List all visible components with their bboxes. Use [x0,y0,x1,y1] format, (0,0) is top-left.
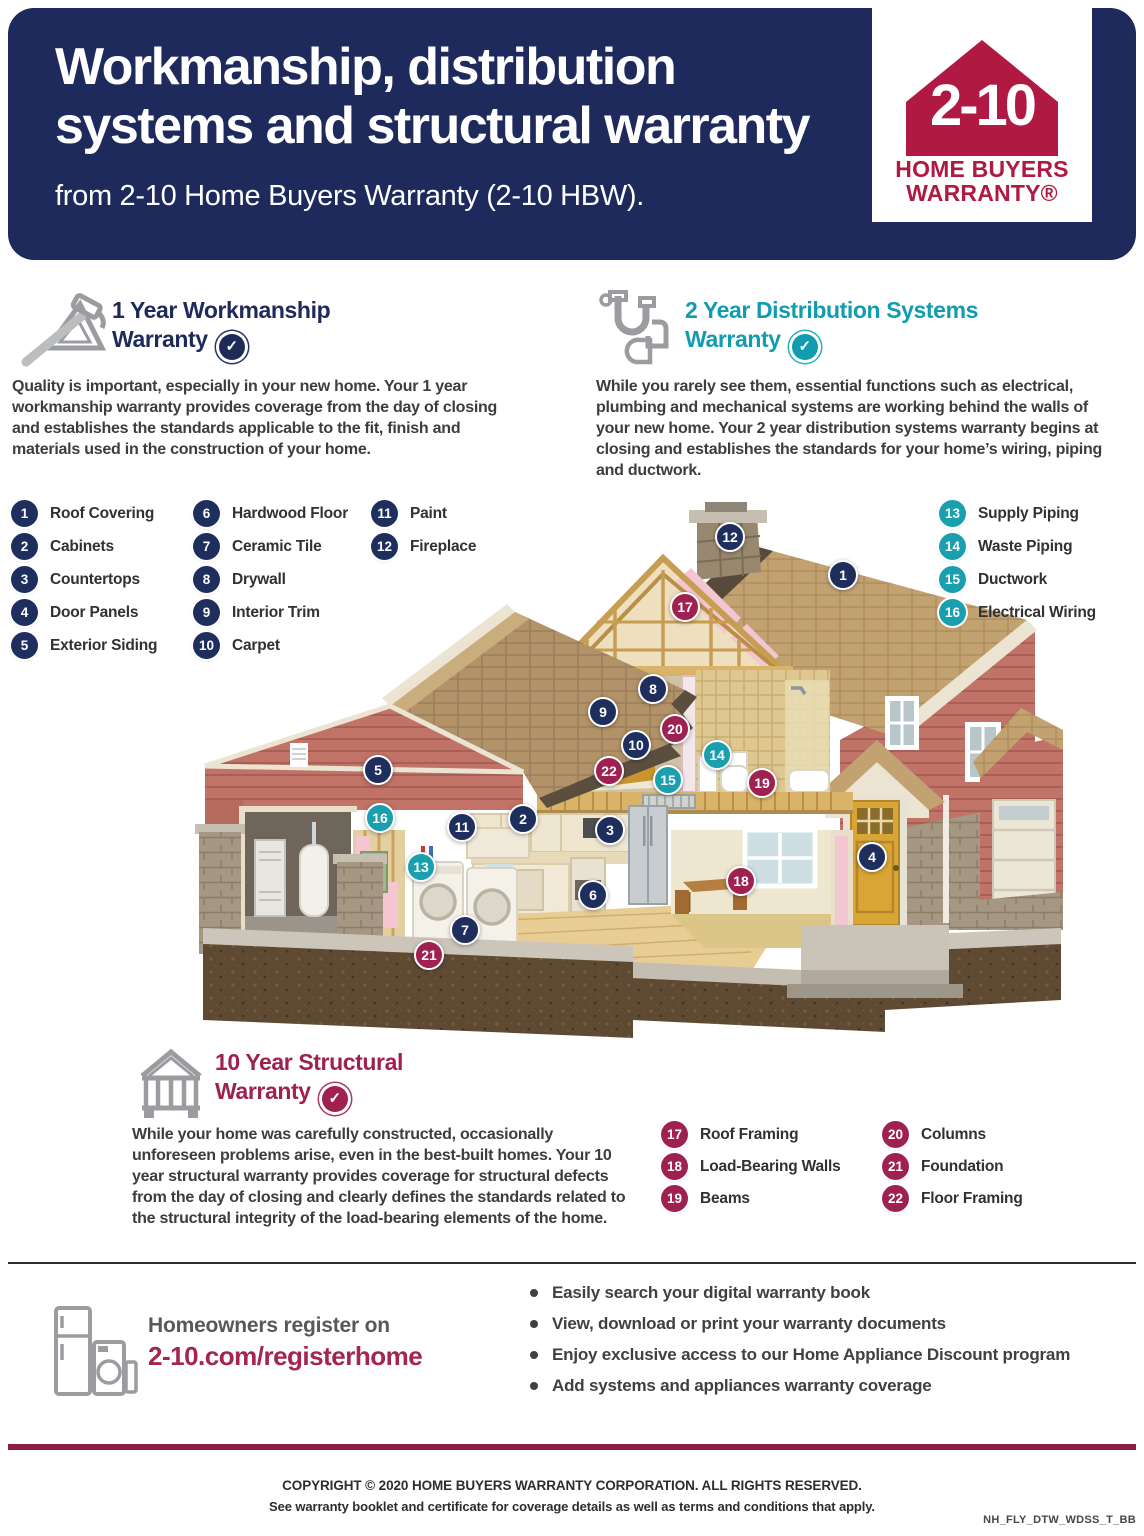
legend-item [371,500,476,527]
legend-item [882,1185,1023,1212]
page-subtitle: from 2-10 Home Buyers Warranty (2-10 HBW). [55,180,645,212]
legend-number-badge: 13 [939,500,966,527]
legend-label: Ceramic Tile [232,537,322,555]
house-marker: 3 [595,815,625,845]
legend-item [939,566,1096,593]
workmanship-legend-col1 [11,500,157,659]
house-marker: 12 [715,522,745,552]
house-marker: 18 [726,866,756,896]
legend-number-badge: 20 [882,1121,909,1148]
logo-number: 2-10 [929,73,1035,138]
legend-item [193,566,348,593]
house-marker: 14 [702,740,732,770]
legend-label: Electrical Wiring [978,603,1096,621]
legend-number-badge: 10 [193,632,220,659]
legend-item [193,533,348,560]
legend-item [882,1121,1023,1148]
legend-label: Paint [410,504,447,522]
legend-label: Supply Piping [978,504,1079,522]
legend-item [193,599,348,626]
legend-item [939,500,1096,527]
legend-label: Countertops [50,570,140,588]
legend-item [661,1153,841,1180]
legend-number-badge: 19 [661,1185,688,1212]
distribution-legend [939,500,1096,626]
legend-number-badge: 8 [193,566,220,593]
house-marker: 15 [653,765,683,795]
house-marker: 11 [447,812,477,842]
porch-stoop [787,925,963,998]
house-marker: 10 [621,730,651,760]
floor-framing-band [537,792,853,814]
workmanship-body: Quality is important, especially in your new home. Your 1 year workmanship warranty provides coverage from the day of closing and establishes the standards applicable to the fit, finish and materials used in the construction of your home. [12,378,498,459]
legend-label: Cabinets [50,537,114,555]
house-marker: 19 [747,768,777,798]
legend-number-badge: 16 [939,599,966,626]
house-marker: 5 [363,755,393,785]
check-badge-icon: ✓ [322,1086,348,1112]
benefit-item: View, download or print your warranty documents [528,1312,1128,1343]
house-marker: 1 [828,560,858,590]
legend-item [193,500,348,527]
disclaimer-line: See warranty booklet and certificate for coverage details as well as terms and conditions that apply. [269,1499,875,1514]
legend-label: Exterior Siding [50,636,158,654]
check-badge-icon: ✓ [792,334,818,360]
legend-item [11,500,157,527]
legend-number-badge: 7 [193,533,220,560]
house-marker: 9 [588,697,618,727]
legend-label: Columns [921,1125,986,1143]
legend-label: Roof Framing [700,1125,799,1143]
legend-number-badge: 9 [193,599,220,626]
house-marker: 2 [508,804,538,834]
header-banner [8,8,1136,260]
legend-number-badge: 5 [11,632,38,659]
legend-item [939,599,1096,626]
legend-number-badge: 3 [11,566,38,593]
legend-number-badge: 12 [371,533,398,560]
framing-icon [136,1048,206,1120]
bottom-accent-bar [8,1444,1136,1450]
legend-number-badge: 15 [939,566,966,593]
pipes-icon [596,288,676,368]
legend-item [11,566,157,593]
legend-label: Interior Trim [232,603,320,621]
legend-label: Drywall [232,570,286,588]
logo-text-line2: WARRANTY® [906,180,1058,206]
company-logo [872,8,1092,222]
legend-label: Hardwood Floor [232,504,349,522]
legend-label: Roof Covering [50,504,155,522]
legend-item [661,1121,841,1148]
legend-label: Floor Framing [921,1189,1023,1207]
legend-number-badge: 14 [939,533,966,560]
house-marker: 8 [638,674,668,704]
legend-item [11,533,157,560]
house-marker: 7 [450,915,480,945]
house-marker: 21 [414,940,444,970]
register-label: Homeowners register on [148,1314,390,1337]
legend-item [661,1185,841,1212]
footer-divider [8,1262,1136,1264]
legend-label: Ductwork [978,570,1048,588]
benefit-item: Easily search your digital warranty book [528,1281,1128,1312]
check-badge-icon: ✓ [219,334,245,360]
house-marker: 20 [660,714,690,744]
benefit-item: Enjoy exclusive access to our Home Appliance Discount program [528,1343,1128,1374]
hammer-square-icon [18,290,106,372]
house-marker: 17 [670,592,700,622]
distribution-heading: 2 Year Distribution Systems Warranty ✓ [685,296,978,356]
structural-legend-col1 [661,1121,841,1212]
legend-item [11,632,157,659]
workmanship-legend-col3 [371,500,476,560]
house-marker: 16 [365,803,395,833]
workmanship-legend-col2 [193,500,348,659]
legend-label: Foundation [921,1157,1004,1175]
legend-number-badge: 4 [11,599,38,626]
legend-label: Fireplace [410,537,477,555]
benefit-item: Add systems and appliances warranty coverage [528,1374,1128,1405]
legend-number-badge: 17 [661,1121,688,1148]
legend-item [882,1153,1023,1180]
legend-label: Beams [700,1189,750,1207]
legend-number-badge: 18 [661,1153,688,1180]
house-marker: 4 [857,842,887,872]
legend-item [371,533,476,560]
structural-body: While your home was carefully constructed, occasionally unforeseen problems arise, even in the best-built homes. Your 10 year structural warranty provides coverage for structural defects from the day of closing and clearly defines the standards related to the structural integrity of the load-bearing elements of the home. [132,1126,626,1228]
page-title: Workmanship, distribution systems and structural warranty [55,38,810,156]
house-marker: 13 [406,852,436,882]
legend-label: Waste Piping [978,537,1073,555]
copyright-line: COPYRIGHT © 2020 HOME BUYERS WARRANTY CORPORATION. ALL RIGHTS RESERVED. [282,1478,862,1493]
house-marker: 6 [578,880,608,910]
distribution-body: While you rarely see them, essential functions such as electrical, plumbing and mechanical systems are working behind the walls of your new home. Your 2 year distribution systems warranty begins at closing and establishes the standards for your home’s wiring, piping and ductwork. [596,378,1103,480]
legend-item [939,533,1096,560]
legend-label: Door Panels [50,603,139,621]
appliances-icon [50,1302,138,1402]
structural-heading: 10 Year Structural Warranty ✓ [215,1048,403,1108]
structural-legend-col2 [882,1121,1023,1212]
legend-number-badge: 21 [882,1153,909,1180]
legend-number-badge: 2 [11,533,38,560]
document-code: NH_FLY_DTW_WDSS_T_BB [983,1514,1136,1526]
legend-item [193,632,348,659]
legend-label: Carpet [232,636,280,654]
house-marker: 22 [594,756,624,786]
legend-number-badge: 6 [193,500,220,527]
legend-label: Load-Bearing Walls [700,1157,841,1175]
workmanship-heading: 1 Year Workmanship Warranty ✓ [112,296,330,356]
register-url-link[interactable]: 2-10.com/registerhome [148,1341,423,1371]
logo-text-line1: HOME BUYERS [895,156,1069,182]
legend-item [11,599,157,626]
benefits-list [528,1281,1128,1405]
legend-number-badge: 1 [11,500,38,527]
legend-number-badge: 22 [882,1185,909,1212]
legend-number-badge: 11 [371,500,398,527]
